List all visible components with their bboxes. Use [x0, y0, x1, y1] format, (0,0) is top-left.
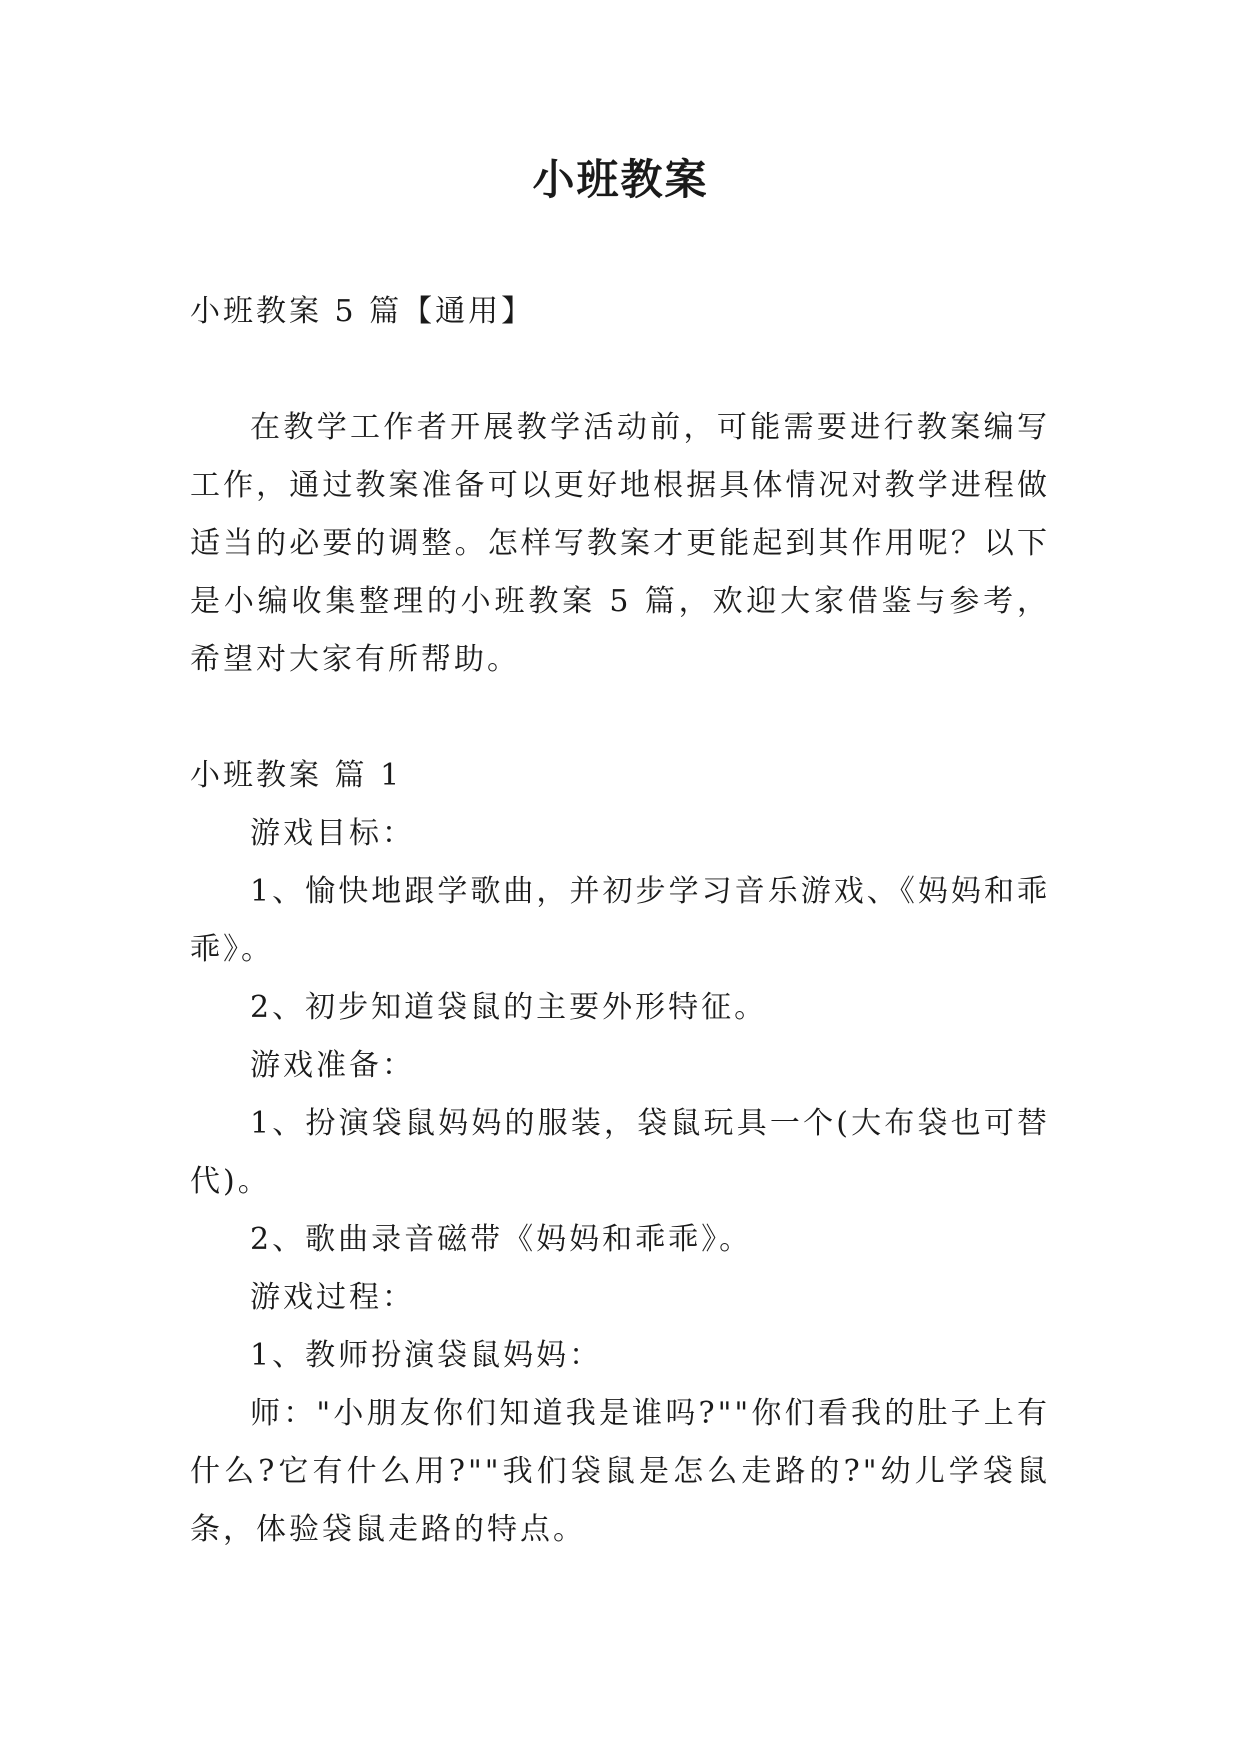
- paragraph: 2、歌曲录音磁带《妈妈和乖乖》。: [250, 1222, 753, 1257]
- paragraph: 1、愉快地跟学歌曲，并初步学习音乐游戏、《妈妈和乖乖》。: [190, 874, 1050, 967]
- document-subtitle: 小班教案 5 篇【通用】: [190, 294, 535, 329]
- paragraph: 1、教师扮演袋鼠妈妈：: [250, 1338, 603, 1373]
- paragraph: 师："小朋友你们知道我是谁吗?""你们看我的肚子上有什么?它有什么用?""我们袋鼠是怎么走路的?"幼儿学袋鼠条，体验袋鼠走路的特点。: [190, 1396, 1050, 1547]
- page-title: 小班教案: [532, 155, 709, 204]
- intro-paragraph: 在教学工作者开展教学活动前，可能需要进行教案编写工作，通过教案准备可以更好地根据具体情况对教学进程做适当的必要的调整。怎样写教案才更能起到其作用呢？以下是小编收集整理的小班教案 5 篇，欢迎大家借鉴与参考，希望对大家有所帮助。: [190, 410, 1050, 677]
- paragraph: 游戏过程：: [250, 1280, 415, 1315]
- section-heading: 小班教案 篇 1: [190, 758, 403, 793]
- paragraph: 1、扮演袋鼠妈妈的服装，袋鼠玩具一个(大布袋也可替代)。: [190, 1106, 1050, 1199]
- paragraph: 2、初步知道袋鼠的主要外形特征。: [250, 990, 768, 1025]
- paragraph: 游戏准备：: [250, 1048, 415, 1083]
- document-body: [190, 283, 1050, 1559]
- paragraph: 游戏目标：: [250, 816, 415, 851]
